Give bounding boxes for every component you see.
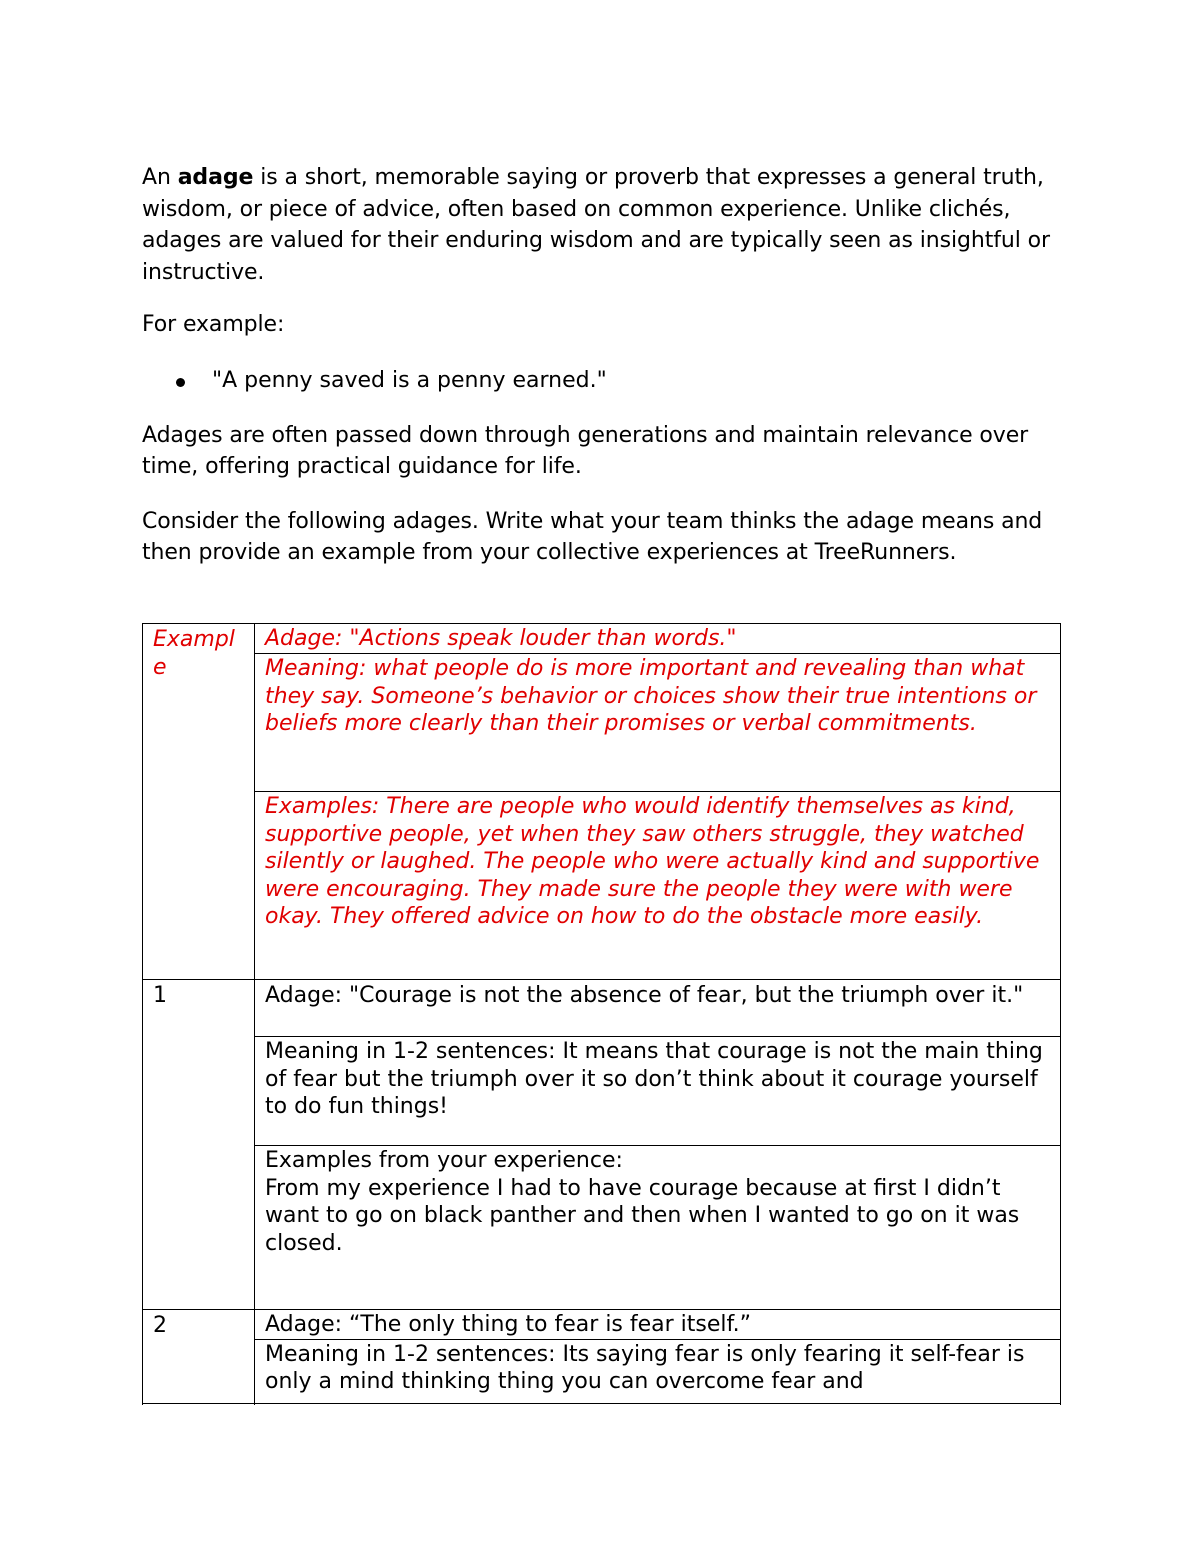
meaning-text: Meaning in 1-2 sentences: Its saying fear is only fearing it self-fear is only a mind thinking thing you can overcome fear and [265,1341,1025,1394]
example-label-cell [143,624,255,980]
examples-cell [255,1146,1061,1310]
table-row [143,792,1061,980]
intro-paragraph [142,162,1062,288]
for-example-label: For example: [142,312,285,337]
table-row [143,1310,1061,1340]
table-row [143,624,1061,654]
example-examples: Examples: There are people who would identify themselves as kind, supportive people, yet when they saw others struggle, they watched silently or laughed. The people who were actually kind and supportive were encouraging. They made sure the people they were with were okay. They offered advice on how to do the obstacle more easily. [265,794,1040,929]
example-label: Example [153,627,235,680]
example-adage: Adage: "Actions speak louder than words." [265,626,737,651]
meaning-text: Meaning in 1-2 sentences: It means that courage is not the main thing of fear but the triumph over it so don’t think about it courage yourself to do fun things! [265,1039,1043,1119]
row-number: 2 [153,1313,167,1338]
bullet-icon [176,378,185,387]
document-body [142,162,1062,569]
bullet-list [142,365,1062,399]
meaning-cell [255,1037,1061,1146]
adage-text: Adage: "Courage is not the absence of fear, but the triumph over it." [265,983,1024,1008]
example-examples-cell [255,792,1061,980]
example-meaning-cell [255,654,1061,792]
adage-text: Adage: “The only thing to fear is fear itself.” [265,1312,752,1337]
row-number: 1 [153,983,167,1008]
table-row [143,1037,1061,1146]
passed-down-paragraph: Adages are often passed down through generations and maintain relevance over time, offering practical guidance for life. [142,422,1029,479]
intro-prefix: An [142,165,178,190]
adage-table [142,623,1061,1462]
table-row [143,980,1061,1037]
table-bottom-border [142,1403,1060,1404]
example-meaning: Meaning: what people do is more important and revealing than what they say. Someone’s behavior or choices show their true intentions or beliefs more clearly than their promises or verbal commitments. [265,656,1037,736]
intro-suffix: is a short, memorable saying or proverb that expresses a general truth, wisdom, or piece of advice, often based on common experience. Unlike clichés, adages are valued for their enduring wisdom and are typically seen as insightful or instructive. [142,165,1050,285]
row-number-cell [143,980,255,1310]
page-bottom-margin [0,1405,1200,1553]
table-row [143,1146,1061,1310]
instructions-paragraph: Consider the following adages. Write what your team thinks the adage means and then provide an example from your collective experiences at TreeRunners. [142,508,1043,565]
adage-cell [255,1310,1061,1340]
examples-label: Examples from your experience: [265,1148,623,1173]
adage-cell [255,980,1061,1037]
examples-text: From my experience I had to have courage because at first I didn’t want to go on black panther and then when I wanted to go on it was closed. [265,1175,1020,1256]
bullet-item: "A penny saved is a penny earned." [212,367,607,393]
example-adage-cell [255,624,1061,654]
intro-term: adage [177,165,254,190]
table-row [143,654,1061,792]
